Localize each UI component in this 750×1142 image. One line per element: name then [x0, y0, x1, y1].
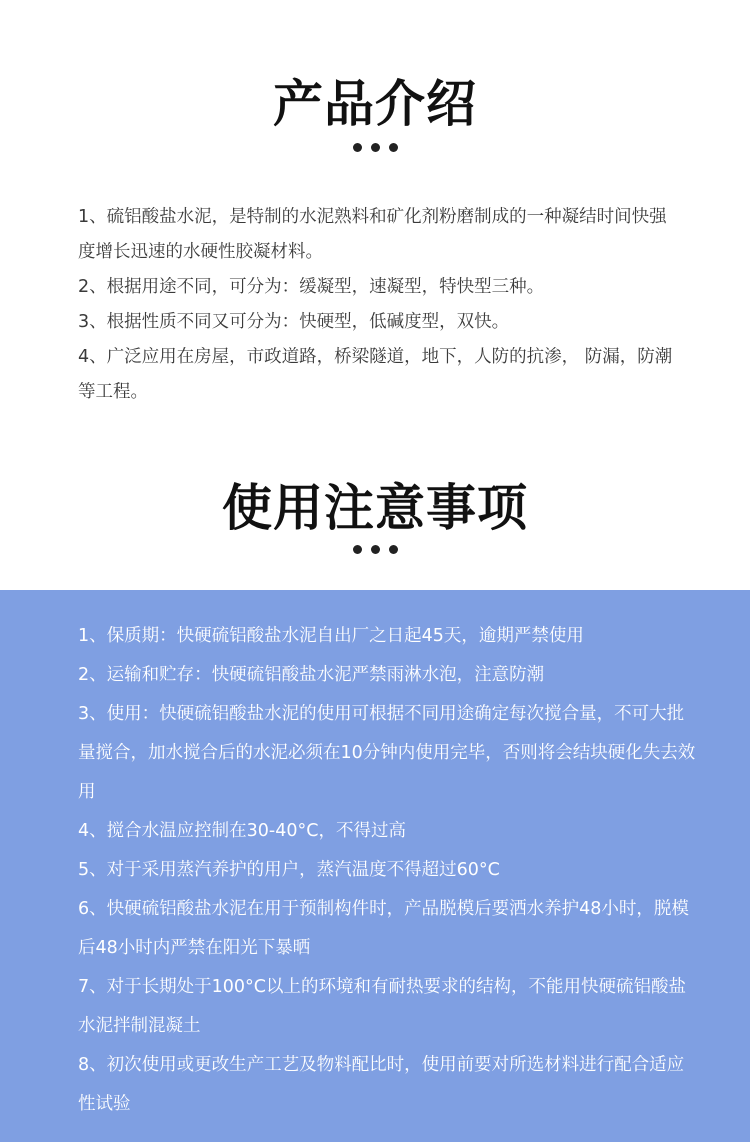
product-intro-title: 产品介绍: [273, 75, 477, 133]
usage-item: 4、搅合水温应控制在30-40°C，不得过高: [78, 821, 406, 841]
usage-item: 2、运输和贮存：快硬硫铝酸盐水泥严禁雨淋水泡，注意防潮: [78, 665, 545, 685]
usage-item: 6、快硬硫铝酸盐水泥在用于预制构件时，产品脱模后要洒水养护48小时，脱模后48小时内严禁在阳光下暴晒: [78, 899, 689, 958]
product-intro-list: [78, 200, 678, 410]
divider-dot: [389, 143, 398, 152]
intro-item: 3、根据性质不同又可分为：快硬型，低碱度型，双快。: [78, 312, 510, 332]
divider-dot: [389, 545, 398, 554]
title-divider-dots: [0, 143, 750, 152]
title-divider-dots: [0, 545, 750, 554]
usage-item: 5、对于采用蒸汽养护的用户，蒸汽温度不得超过60°C: [78, 860, 500, 880]
intro-item: 2、根据用途不同，可分为：缓凝型，速凝型，特快型三种。: [78, 277, 545, 297]
usage-item: 1、保质期：快硬硫铝酸盐水泥自出厂之日起45天，逾期严禁使用: [78, 626, 584, 646]
intro-item: 4、广泛应用在房屋，市政道路，桥梁隧道，地下，人防的抗渗， 防漏，防潮等工程。: [78, 347, 673, 402]
usage-item: 7、对于长期处于100°C以上的环境和有耐热要求的结构，不能用快硬硫铝酸盐水泥拌制混凝土: [78, 977, 687, 1036]
divider-dot: [371, 143, 380, 152]
intro-item: 1、硫铝酸盐水泥，是特制的水泥熟料和矿化剂粉磨制成的一种凝结时间快强度增长迅速的水硬性胶凝材料。: [78, 207, 667, 262]
usage-item: 3、使用：快硬硫铝酸盐水泥的使用可根据不同用途确定每次搅合量，不可大批量搅合，加水搅合后的水泥必须在10分钟内使用完毕，否则将会结块硬化失去效用: [78, 704, 696, 802]
divider-dot: [353, 143, 362, 152]
usage-item: 8、初次使用或更改生产工艺及物料配比时，使用前要对所选材料进行配合适应性试验: [78, 1055, 685, 1114]
divider-dot: [371, 545, 380, 554]
divider-dot: [353, 545, 362, 554]
usage-notes-list: [78, 617, 698, 1124]
usage-notes-title: 使用注意事项: [222, 479, 528, 537]
